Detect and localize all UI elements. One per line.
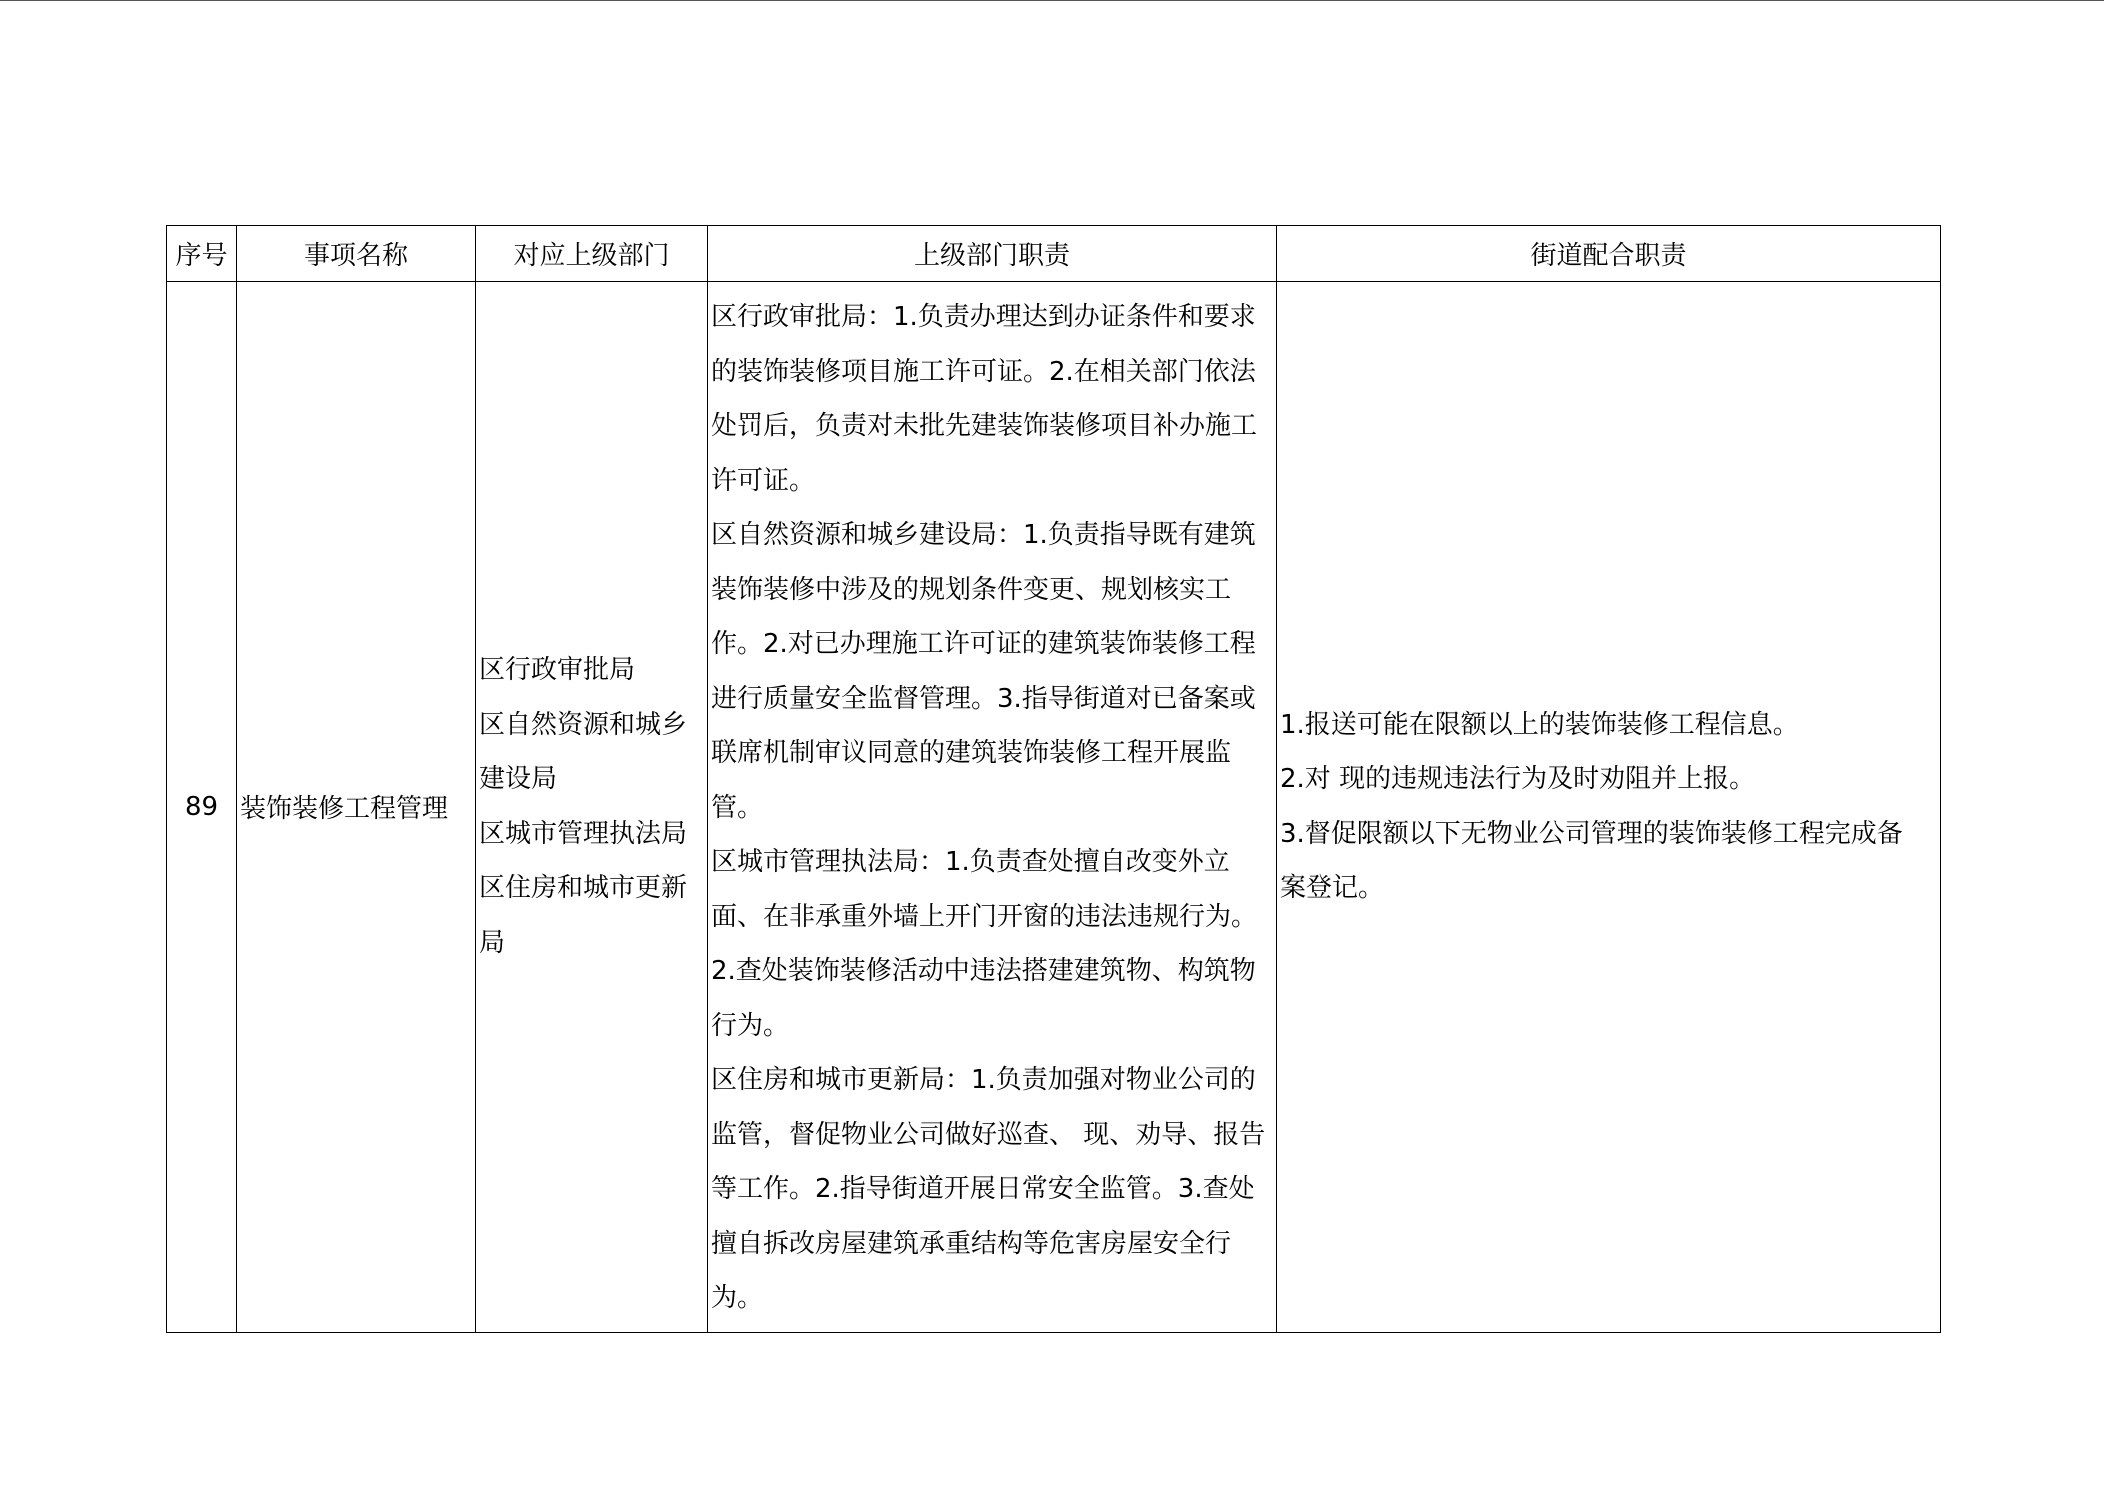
row-item-name: 装饰装修工程管理 xyxy=(237,282,476,1333)
header-item-name: 事项名称 xyxy=(237,226,476,282)
superior-duty-paragraph: 区城市管理执法局：1.负责查处擅自改变外立面、在非承重外墙上开门开窗的违法违规行为。2.查处装饰装修活动中违法搭建建筑物、构筑物行为。 xyxy=(711,847,1258,1041)
table-header-row xyxy=(167,226,1941,282)
department-item: 区城市管理执法局 xyxy=(479,818,688,849)
department-item: 区住房和城市更新 局 xyxy=(479,873,688,958)
department-item: 区行政审批局 xyxy=(479,655,636,686)
table-row xyxy=(167,282,1941,1333)
superior-duty-paragraph: 区自然资源和城乡建设局：1.负责指导既有建筑装饰装修中涉及的规划条件变更、规划核实工作。2.对已办理施工许可证的建筑装饰装修工程进行质量安全监督管理。3.指导街道对已备案或联席机制审议同意的建筑装饰装修工程开展监管。 xyxy=(711,520,1256,823)
street-duty-item: 2.对 现的违规违法行为及时劝阻并上报。 xyxy=(1280,764,1756,795)
page-top-border xyxy=(0,0,2104,1)
superior-duty-paragraph: 区住房和城市更新局：1.负责加强对物业公司的监管，督促物业公司做好巡查、 现、劝导、报告等工作。2.指导街道开展日常安全监管。3.查处擅自拆改房屋建筑承重结构等危害房屋安全行为。 xyxy=(711,1065,1266,1313)
row-street-duties-cell xyxy=(1277,282,1941,1333)
row-seq: 89 xyxy=(167,282,237,1333)
row-departments-cell xyxy=(476,282,708,1333)
header-superior-duties: 上级部门职责 xyxy=(708,226,1277,282)
superior-duty-paragraph: 区行政审批局：1.负责办理达到办证条件和要求的装饰装修项目施工许可证。2.在相关部门依法处罚后，负责对未批先建装饰装修项目补办施工许可证。 xyxy=(711,302,1258,496)
header-seq: 序号 xyxy=(167,226,237,282)
department-item: 区自然资源和城乡 建设局 xyxy=(479,709,688,795)
header-superior-department: 对应上级部门 xyxy=(476,226,708,282)
row-superior-duties-cell xyxy=(708,282,1277,1333)
duty-table xyxy=(166,225,1941,1333)
street-duty-item: 1.报送可能在限额以上的装饰装修工程信息。 xyxy=(1280,709,1799,740)
header-street-duties: 街道配合职责 xyxy=(1277,226,1941,282)
street-duty-item: 3.督促限额以下无物业公司管理的装饰装修工程完成备案登记。 xyxy=(1280,818,1903,904)
